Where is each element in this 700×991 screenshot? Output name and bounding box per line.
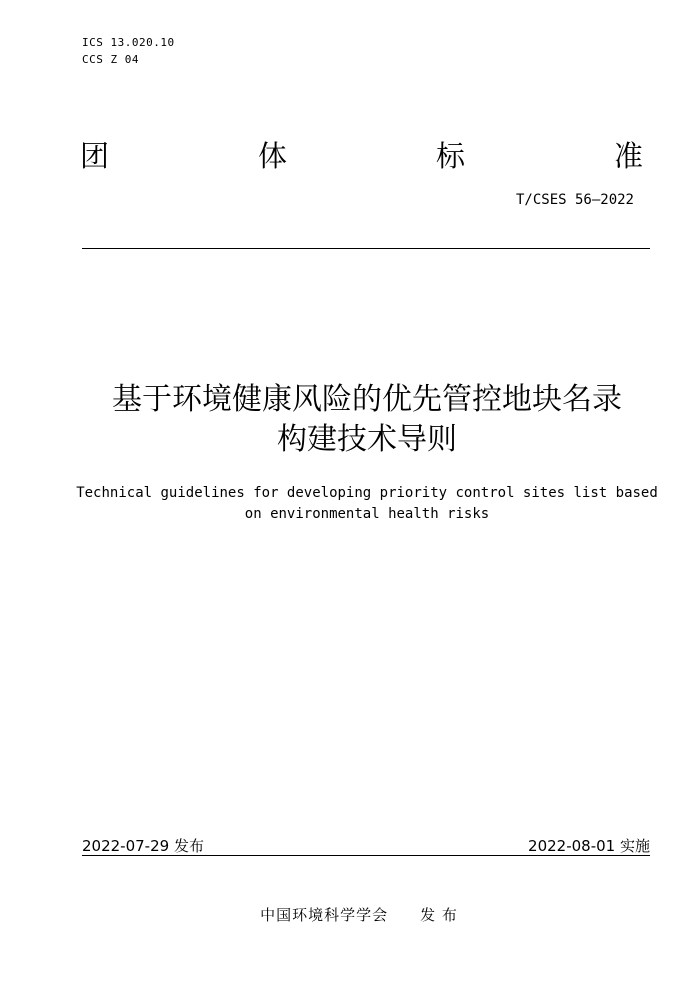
title-chinese-line-2: 构建技术导则: [277, 422, 457, 457]
standard-number: T/CSES 56—2022: [515, 192, 634, 208]
footer-divider: [82, 855, 650, 856]
title-chinese: [0, 380, 700, 460]
title-english-line-2: on environmental health risks: [244, 506, 490, 522]
standard-kind-char-3: 标: [436, 139, 466, 173]
title-english-line-1: Technical guidelines for developing priority control sites list based: [76, 485, 658, 501]
publish-date: 2022-07-29 发布: [82, 837, 204, 855]
standard-kind-char-2: 体: [258, 139, 288, 173]
title-chinese-line-1: 基于环境健康风险的优先管控地块名录: [112, 382, 622, 417]
implement-date: 2022-08-01 实施: [528, 837, 650, 855]
standard-kind-char-1: 团: [80, 139, 110, 173]
ccs-code: CCS Z 04: [82, 53, 139, 66]
ics-code: ICS 13.020.10: [82, 36, 175, 49]
publisher: 中国环境科学学会 发 布: [260, 906, 458, 924]
title-english: [0, 483, 700, 525]
standard-kind-char-4: 准: [614, 139, 644, 173]
header-divider: [82, 248, 650, 249]
